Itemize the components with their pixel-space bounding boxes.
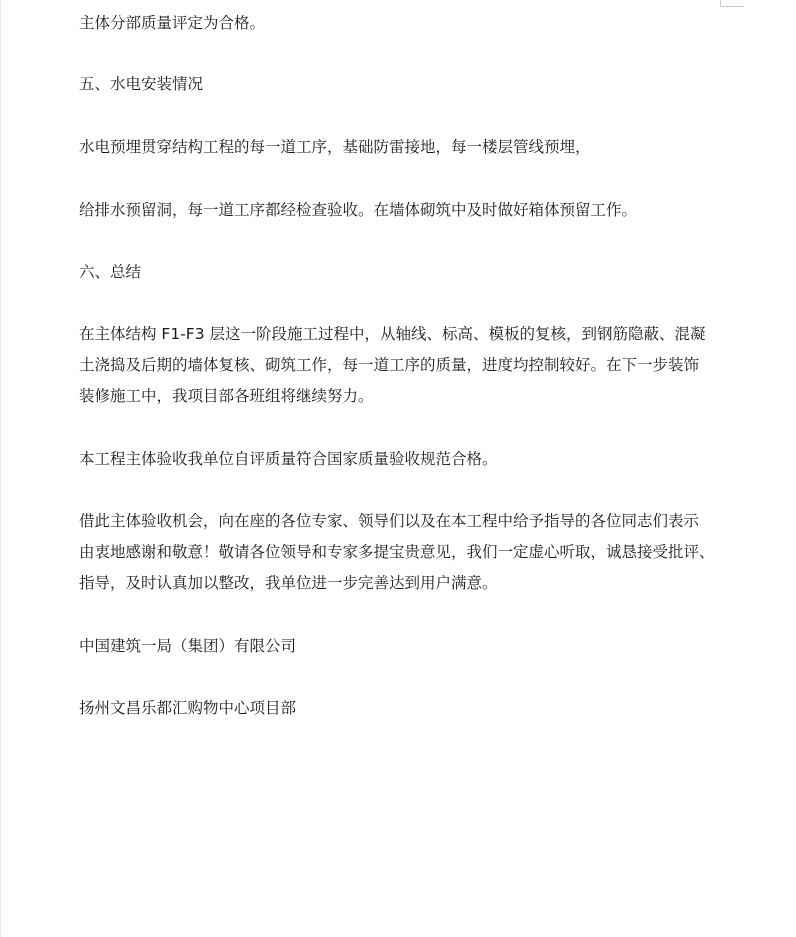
paragraph-line: 装修施工中，我项目部各班组将继续努力。 — [79, 387, 374, 405]
page-corner-mark-right — [722, 0, 744, 7]
signature-project-department: 扬州文昌乐都汇购物中心项目部 — [79, 699, 297, 717]
paragraph-embedded-works: 水电预埋贯穿结构工程的每一道工序，基础防雷接地，每一楼层管线预埋， — [79, 138, 591, 156]
paragraph-drainage-reservation: 给排水预留洞，每一道工序都经检查验收。在墙体砌筑中及时做好箱体预留工作。 — [79, 201, 638, 219]
paragraph-line: 指导，及时认真加以整改，我单位进一步完善达到用户满意。 — [79, 574, 498, 592]
signature-company: 中国建筑一局（集团）有限公司 — [79, 637, 297, 655]
page-corner-mark — [720, 0, 721, 7]
paragraph-line: 借此主体验收机会，向在座的各位专家、领导们以及在本工程中给予指导的各位同志们表示 — [79, 512, 700, 530]
section-heading-summary: 六、总结 — [79, 263, 142, 281]
paragraph-line: 在主体结构 F1-F3 层这一阶段施工过程中，从轴线、标高、模板的复核，到钢筋隐蔽、混凝 — [79, 325, 706, 343]
page-left-edge — [0, 0, 1, 937]
paragraph-quality-rating: 主体分部质量评定为合格。 — [79, 14, 266, 32]
paragraph-line: 由衷地感谢和敬意！敬请各位领导和专家多提宝贵意见，我们一定虚心听取，诚恳接受批评、 — [79, 543, 715, 561]
section-heading-plumbing-electrical: 五、水电安装情况 — [79, 75, 204, 93]
paragraph-acknowledgement — [79, 506, 724, 599]
paragraph-self-assessment: 本工程主体验收我单位自评质量符合国家质量验收规范合格。 — [79, 450, 498, 468]
paragraph-construction-summary — [79, 319, 724, 412]
paragraph-line: 土浇捣及后期的墙体复核、砌筑工作，每一道工序的质量，进度均控制较好。在下一步装饰 — [79, 356, 700, 374]
